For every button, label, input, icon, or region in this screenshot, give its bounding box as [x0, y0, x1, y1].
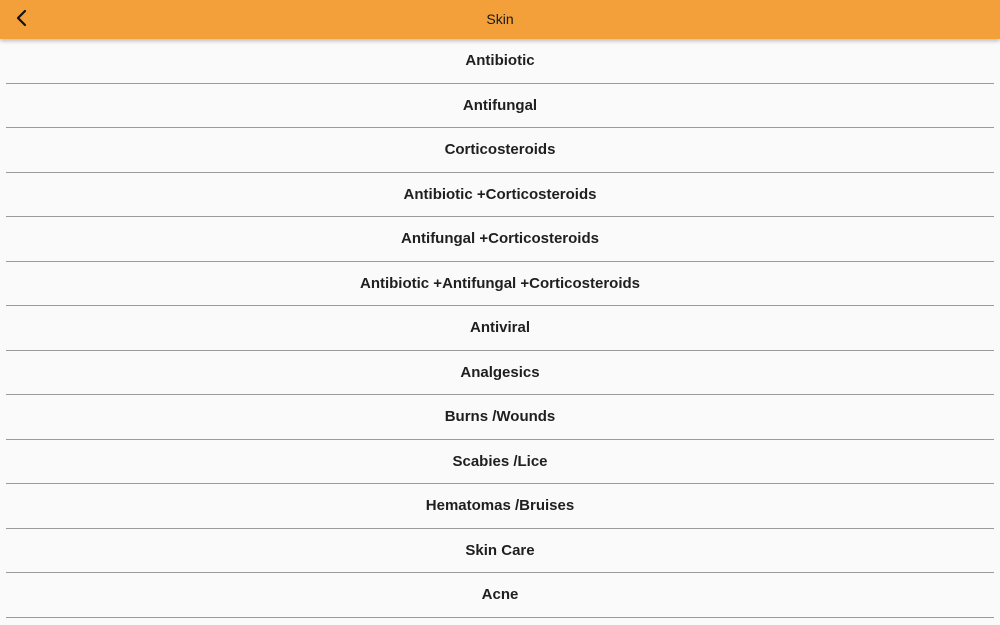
chevron-left-icon [12, 8, 32, 33]
page-title: Skin [486, 11, 514, 27]
list-item-antibiotic[interactable] [6, 39, 994, 84]
list-item-label: Analgesics [460, 363, 540, 381]
list-item-label: Antibiotic +Corticosteroids [403, 185, 597, 203]
list-item-label: Skin Care [465, 541, 535, 559]
list-item-label: Scabies /Lice [452, 452, 548, 470]
list-item-label: Hematomas /Bruises [425, 497, 575, 515]
list-item-acne[interactable] [6, 573, 994, 618]
list-item-label: Corticosteroids [444, 141, 556, 159]
list-item-burns-wounds[interactable] [6, 395, 994, 440]
list-item-antibiotic-corticosteroids[interactable] [6, 173, 994, 218]
list-item-analgesics[interactable] [6, 351, 994, 396]
list-item-antiviral[interactable] [6, 306, 994, 351]
list-item-antifungal[interactable] [6, 84, 994, 129]
list-item-label: Antifungal [462, 96, 538, 114]
list-item-hematomas-bruises[interactable] [6, 484, 994, 529]
list-item-label: Antibiotic +Antifungal +Corticosteroids [359, 274, 640, 292]
list-item-label: Burns /Wounds [444, 408, 556, 426]
list-item-antifungal-corticosteroids[interactable] [6, 217, 994, 262]
list-item-skin-care[interactable] [6, 529, 994, 574]
list-item-label: Antibiotic [465, 52, 535, 70]
list-item-label: Antifungal +Corticosteroids [401, 230, 599, 248]
list-item-label: Antiviral [469, 319, 530, 337]
list-item-corticosteroids[interactable] [6, 128, 994, 173]
list-item-label: Acne [481, 586, 519, 604]
app-bar [0, 0, 1000, 39]
list-item-scabies-lice[interactable] [6, 440, 994, 485]
back-button[interactable] [6, 4, 38, 36]
category-list [0, 39, 1000, 618]
list-item-antibiotic-antifungal-corticosteroids[interactable] [6, 262, 994, 307]
